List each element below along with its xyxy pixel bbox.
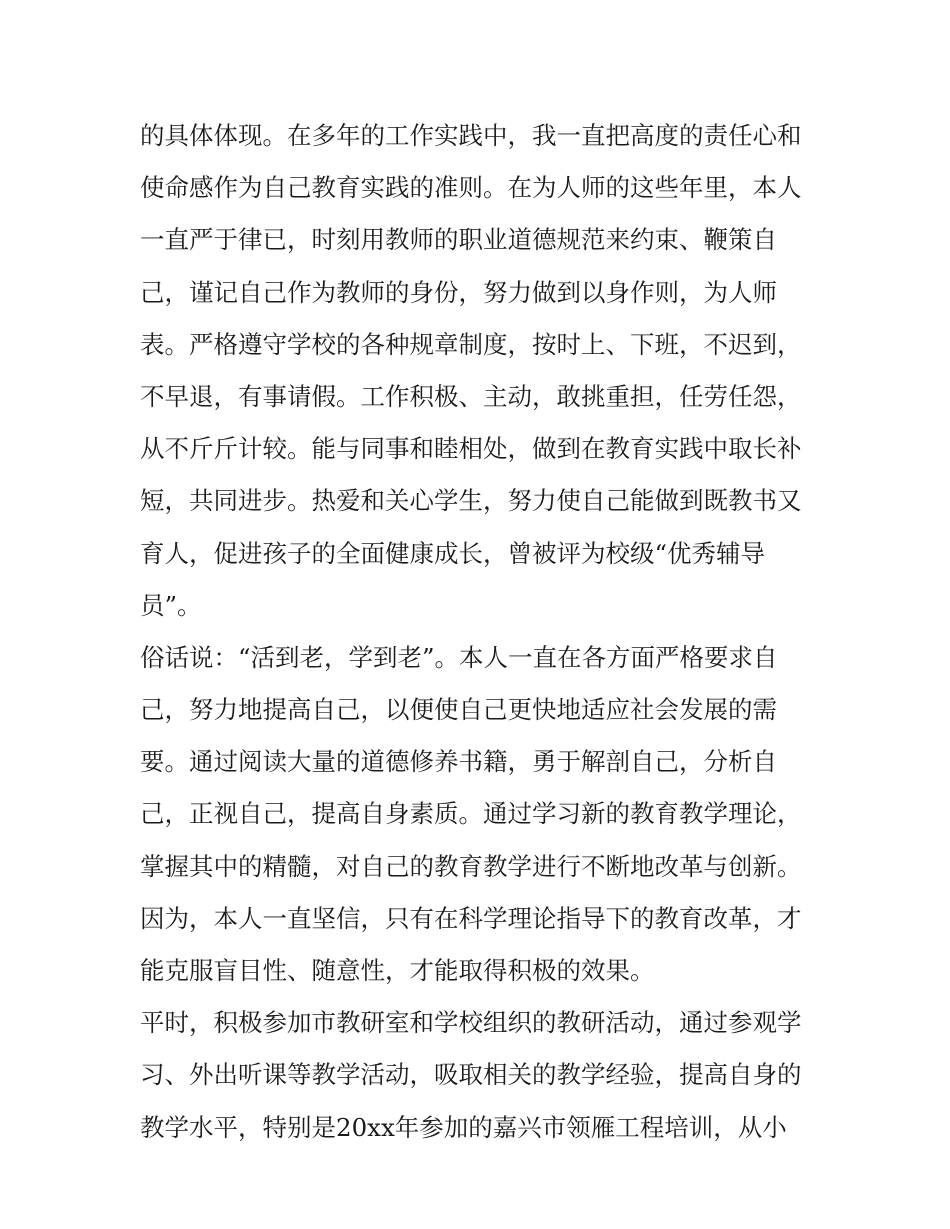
- text-line: 要。通过阅读大量的道德修养书籍，勇于解剖自己，分析自: [140, 747, 777, 777]
- body-text: [140, 110, 820, 1154]
- text-line: 因为，本人一直坚信，只有在科学理论指导下的教育改革，才: [140, 903, 802, 933]
- text-line: 使命感作为自己教育实践的准则。在为人师的这些年里，本人: [140, 173, 802, 203]
- text-line: 己，谨记自己作为教师的身份，努力做到以身作则，为人师: [140, 277, 777, 307]
- text-line: 平时，积极参加市教研室和学校组织的教研活动，通过参观学: [140, 1008, 802, 1038]
- text-line: 育人，促进孩子的全面健康成长，曾被评为校级“优秀辅导: [140, 538, 766, 568]
- text-line: 教学水平，特别是20xx年参加的嘉兴市领雁工程培训，从小: [140, 1112, 787, 1142]
- text-line: 不早退，有事请假。工作积极、主动，敢挑重担，任劳任怨，: [140, 381, 802, 411]
- text-line: 己，正视自己，提高自身素质。通过学习新的教育教学理论，: [140, 799, 802, 829]
- text-line: 一直严于律已，时刻用教师的职业道德规范来约束、鞭策自: [140, 225, 777, 255]
- text-line: 掌握其中的精髓，对自己的教育教学进行不断地改革与创新。: [140, 851, 802, 881]
- text-line: 表。严格遵守学校的各种规章制度，按时上、下班，不迟到，: [140, 329, 802, 359]
- text-line: 己，努力地提高自己，以便使自己更快地适应社会发展的需: [140, 695, 777, 725]
- text-line: 从不斤斤计较。能与同事和睦相处，做到在教育实践中取长补: [140, 434, 802, 464]
- text-line: 能克服盲目性、随意性，才能取得积极的效果。: [140, 956, 655, 985]
- text-line: 员”。: [140, 590, 202, 620]
- text-line: 短，共同进步。热爱和关心学生，努力使自己能做到既教书又: [140, 486, 802, 516]
- text-line: 习、外出听课等教学活动，吸取相关的教学经验，提高自身的: [140, 1060, 802, 1090]
- text-line: 的具体体现。在多年的工作实践中，我一直把高度的责任心和: [140, 121, 802, 150]
- text-line: 俗话说：“活到老，学到老”。本人一直在各方面严格要求自: [140, 642, 778, 672]
